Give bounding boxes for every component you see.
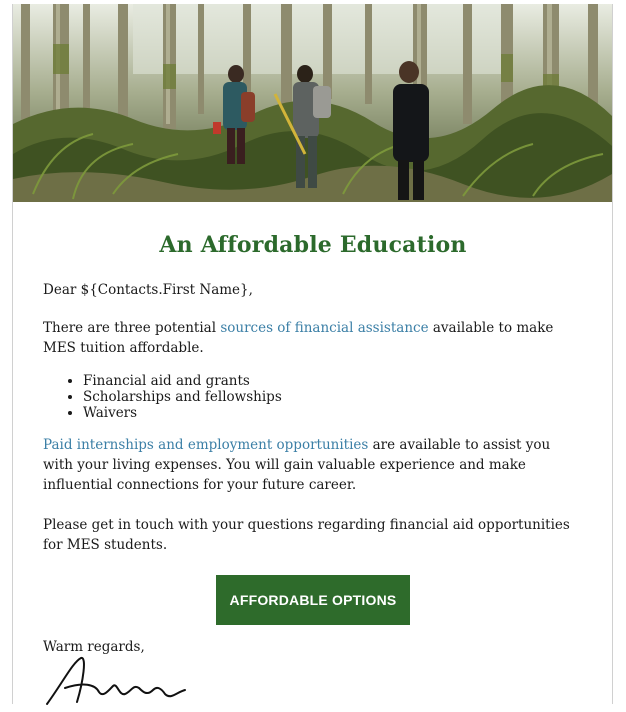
hero-photo	[13, 4, 612, 202]
email-heading: An Affordable Education	[159, 232, 467, 258]
list-item: • Scholarships and fellowships	[83, 389, 282, 405]
greeting-text: Dear ${Contacts.First Name},	[43, 282, 253, 298]
affordable-options-button[interactable]: AFFORDABLE OPTIONS	[216, 575, 410, 625]
financial-assistance-link[interactable]: sources of financial assistance	[220, 320, 429, 336]
paragraph-text: available to make MES tuition affordable.	[43, 320, 554, 356]
paragraph-contact: Please get in touch with your questions regarding financial aid opportunities for MES students.	[43, 517, 570, 553]
list-item: • Waivers	[83, 405, 282, 421]
list-item: • Financial aid and grants	[83, 373, 282, 389]
paragraph-text: There are three potential	[43, 320, 221, 336]
paragraph-financial-assistance	[43, 318, 583, 358]
paragraph-text: are available to assist you with your living expenses. You will gain valuable experience and make influential connections for your future career.	[43, 437, 551, 493]
email-frame	[12, 4, 613, 704]
paragraph-internships	[43, 435, 583, 495]
closing-text: Warm regards,	[43, 639, 145, 655]
forest-students-photo	[13, 4, 612, 202]
internships-link[interactable]: Paid internships and employment opportunities	[43, 437, 369, 453]
assistance-list	[43, 373, 282, 421]
signature-image	[43, 652, 203, 712]
